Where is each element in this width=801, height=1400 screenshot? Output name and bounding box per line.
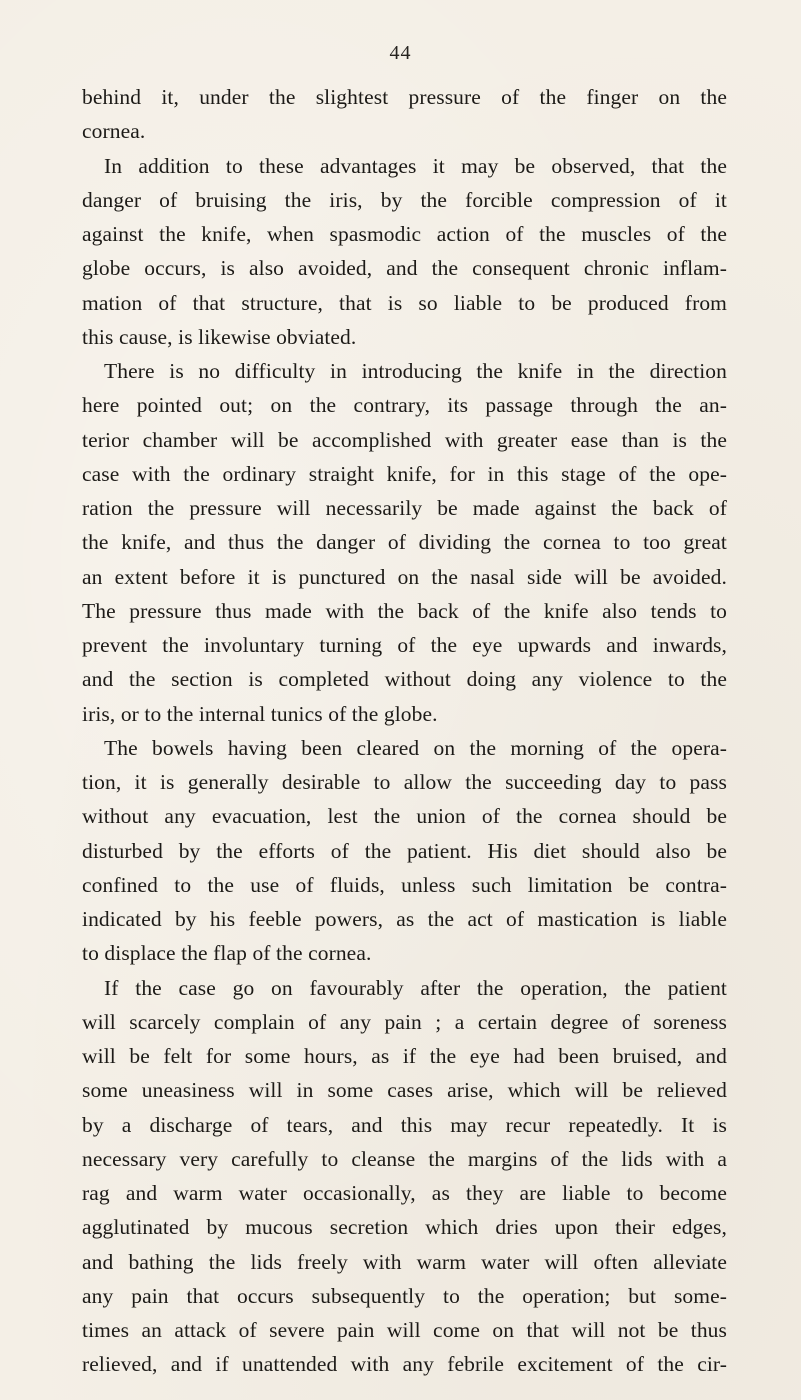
- text-line: case with the ordinary straight knife, for in this stage of the ope-: [82, 461, 727, 486]
- text-line: The pressure thus made with the back of the knife also tends to: [82, 598, 727, 623]
- text-line: will scarcely complain of any pain ; a certain degree of soreness: [82, 1009, 727, 1034]
- text-line: rag and warm water occasionally, as they are liable to become: [82, 1181, 727, 1205]
- text-line: this cause, is likewise obviated.: [82, 324, 357, 349]
- text-line: danger of bruising the iris, by the forcible compression of it: [82, 187, 727, 212]
- text-line: by a discharge of tears, and this may recur repeatedly. It is: [82, 1112, 727, 1137]
- text-line: indicated by his feeble powers, as the act of mastication is liable: [82, 907, 727, 931]
- text-line: some uneasiness will in some cases arise, which will be relieved: [82, 1078, 727, 1103]
- text-line: disturbed by the efforts of the patient. His diet should also be: [82, 838, 727, 863]
- text-line: behind it, under the slightest pressure of the finger on the: [82, 85, 727, 109]
- text-line: ration the pressure will necessarily be made against the back of: [82, 496, 727, 520]
- text-line: necessary very carefully to cleanse the margins of the lids with a: [82, 1146, 727, 1171]
- body-text: [82, 80, 727, 1382]
- text-line: to displace the flap of the cornea.: [82, 941, 372, 966]
- page-number: 44: [389, 42, 412, 64]
- text-line: In addition to these advantages it may be observed, that the: [104, 153, 727, 178]
- text-line: will be felt for some hours, as if the eye had been bruised, and: [82, 1044, 727, 1068]
- text-line: times an attack of severe pain will come on that will not be thus: [82, 1318, 727, 1342]
- text-line: agglutinated by mucous secretion which dries upon their edges,: [82, 1215, 727, 1240]
- text-line: mation of that structure, that is so liable to be produced from: [82, 290, 727, 315]
- text-line: globe occurs, is also avoided, and the consequent chronic inflam-: [82, 256, 727, 281]
- text-line: here pointed out; on the contrary, its passage through the an-: [82, 393, 727, 418]
- text-line: tion, it is generally desirable to allow the succeeding day to pass: [82, 770, 727, 794]
- text-line: without any evacuation, lest the union of the cornea should be: [82, 804, 727, 829]
- text-line: prevent the involuntary turning of the eye upwards and inwards,: [82, 633, 727, 657]
- text-line: the knife, and thus the danger of dividing the cornea to too great: [82, 530, 727, 555]
- text-line: terior chamber will be accomplished with greater ease than is the: [82, 427, 727, 452]
- text-line: relieved, and if unattended with any febrile excitement of the cir-: [82, 1352, 727, 1377]
- text-line: and bathing the lids freely with warm water will often alleviate: [82, 1249, 727, 1274]
- text-line: There is no difficulty in introducing the knife in the direction: [104, 359, 727, 383]
- text-line: against the knife, when spasmodic action of the muscles of the: [82, 222, 727, 246]
- text-line: and the section is completed without doing any violence to the: [82, 667, 727, 692]
- text-line: confined to the use of fluids, unless such limitation be contra-: [82, 872, 727, 897]
- text-line: iris, or to the internal tunics of the globe.: [82, 701, 438, 726]
- text-line: cornea.: [82, 119, 146, 144]
- text-line: any pain that occurs subsequently to the operation; but some-: [82, 1283, 727, 1308]
- text-line: If the case go on favourably after the operation, the patient: [104, 975, 727, 1000]
- text-line: The bowels having been cleared on the morning of the opera-: [104, 735, 727, 760]
- text-line: an extent before it is punctured on the nasal side will be avoided.: [82, 564, 727, 589]
